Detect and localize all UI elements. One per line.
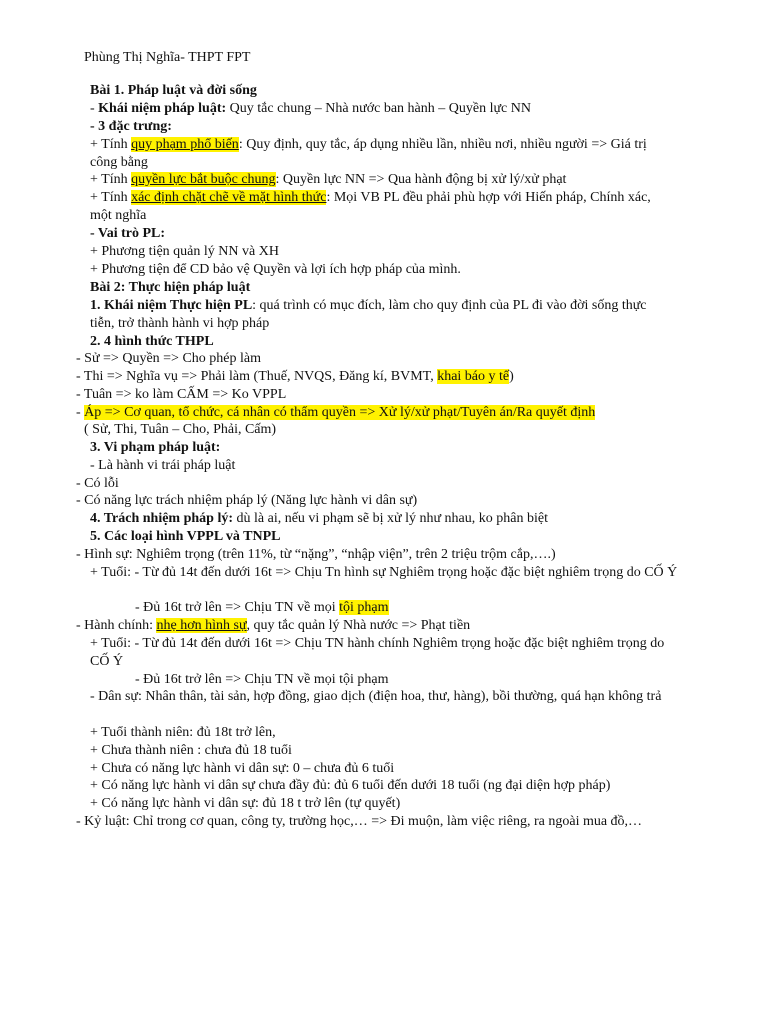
role-2: + Phương tiện để CD bảo vệ Quyền và lợi ích hợp pháp của mình. xyxy=(90,262,461,277)
administrative-line: - Hành chính: nhẹ hơn hình sự, quy tắc quản lý Nhà nước => Phạt tiền xyxy=(76,618,471,633)
role-heading: - Vai trò PL: xyxy=(90,226,166,241)
role-1: + Phương tiện quản lý NN và XH xyxy=(90,244,279,259)
violation-3: - Có năng lực trách nhiệm pháp lý (Năng lực hành vi dân sự) xyxy=(76,493,418,508)
civil-4: + Có năng lực hành vi dân sự chưa đầy đủ: đủ 6 tuổi đến dưới 18 tuổi (ng đại diện hợp pháp) xyxy=(90,778,611,793)
civil-2: + Chưa thành niên : chưa đủ 18 tuổi xyxy=(90,743,292,758)
forms-heading: 2. 4 hình thức THPL xyxy=(90,334,214,349)
forms-summary: ( Sử, Thi, Tuân – Cho, Phải, Cấm) xyxy=(84,422,277,437)
characteristic-1: + Tính quy phạm phổ biến: Quy định, quy tắc, áp dụng nhiều lần, nhiều nơi, nhiều người => Giá trị công bằng xyxy=(90,137,647,170)
civil-1: + Tuổi thành niên: đủ 18t trở lên, xyxy=(90,725,276,740)
form-ap: - Áp => Cơ quan, tổ chức, cá nhân có thẩm quyền => Xử lý/xử phạt/Tuyên án/Ra quyết định xyxy=(76,405,596,420)
characteristic-2: + Tính quyền lực bắt buộc chung: Quyền lực NN => Qua hành động bị xử lý/xử phạt xyxy=(90,172,567,187)
types-heading: 5. Các loại hình VPPL và TNPL xyxy=(90,529,281,544)
violation-1: - Là hành vi trái pháp luật xyxy=(90,458,236,473)
characteristics-heading: - 3 đặc trưng: xyxy=(90,119,172,134)
administrative-age-2: - Đủ 16t trở lên => Chịu TN về mọi tội phạm xyxy=(135,672,389,687)
form-tuan: - Tuân => ko làm CẤM => Ko VPPL xyxy=(76,387,287,402)
criminal-age-1: + Tuổi: - Từ đủ 14t đến dưới 16t => Chịu Tn hình sự Nghiêm trọng hoặc đặc biệt nghiêm trọng do CỐ Ý xyxy=(90,565,678,580)
lesson-1-title: Bài 1. Pháp luật và đời sống xyxy=(90,83,257,98)
criminal-age-2: - Đủ 16t trở lên => Chịu TN về mọi tội phạm xyxy=(135,600,389,615)
implementation-definition: 1. Khái niệm Thực hiện PL: quá trình có mục đích, làm cho quy định của PL đi vào đời sống thực tiễn, trở thành hành vi hợp pháp xyxy=(90,298,647,331)
civil-3: + Chưa có năng lực hành vi dân sự: 0 – chưa đủ 6 tuổi xyxy=(90,761,395,776)
violation-2: - Có lỗi xyxy=(76,476,119,491)
form-su: - Sử => Quyền => Cho phép làm xyxy=(76,351,261,366)
form-thi: - Thi => Nghĩa vụ => Phải làm (Thuế, NVQS, Đăng kí, BVMT, khai báo y tế) xyxy=(76,369,514,384)
definition-line: - Khái niệm pháp luật: Quy tắc chung – Nhà nước ban hành – Quyền lực NN xyxy=(90,101,531,116)
liability-line: 4. Trách nhiệm pháp lý: dù là ai, nếu vi phạm sẽ bị xử lý như nhau, ko phân biệt xyxy=(90,511,548,526)
disciplinary-line: - Kỷ luật: Chỉ trong cơ quan, công ty, trường học,… => Đi muộn, làm việc riêng, ra ngoài mua đồ,… xyxy=(76,814,643,829)
civil-line: - Dân sự: Nhân thân, tài sản, hợp đồng, giao dịch (điện hoa, thư, hàng), bồi thường, quá hạn không trả xyxy=(90,689,662,704)
criminal-line: - Hình sự: Nghiêm trọng (trên 11%, từ “nặng”, “nhập viện”, trên 2 triệu trộm cắp,….) xyxy=(76,547,556,562)
page-header: Phùng Thị Nghĩa- THPT FPT xyxy=(84,50,251,65)
violation-heading: 3. Vi phạm pháp luật: xyxy=(90,440,221,455)
administrative-age-1: + Tuổi: - Từ đủ 14t đến dưới 16t => Chịu TN hành chính Nghiêm trọng hoặc đặc biệt nghiêm trọng do CỐ Ý xyxy=(90,636,665,669)
lesson-2-title: Bài 2: Thực hiện pháp luật xyxy=(90,280,251,295)
civil-5: + Có năng lực hành vi dân sự: đủ 18 t trở lên (tự quyết) xyxy=(90,796,401,811)
characteristic-3: + Tính xác định chặt chẽ về mặt hình thức: Mọi VB PL đều phải phù hợp với Hiến pháp, Chính xác, một nghĩa xyxy=(90,190,651,223)
